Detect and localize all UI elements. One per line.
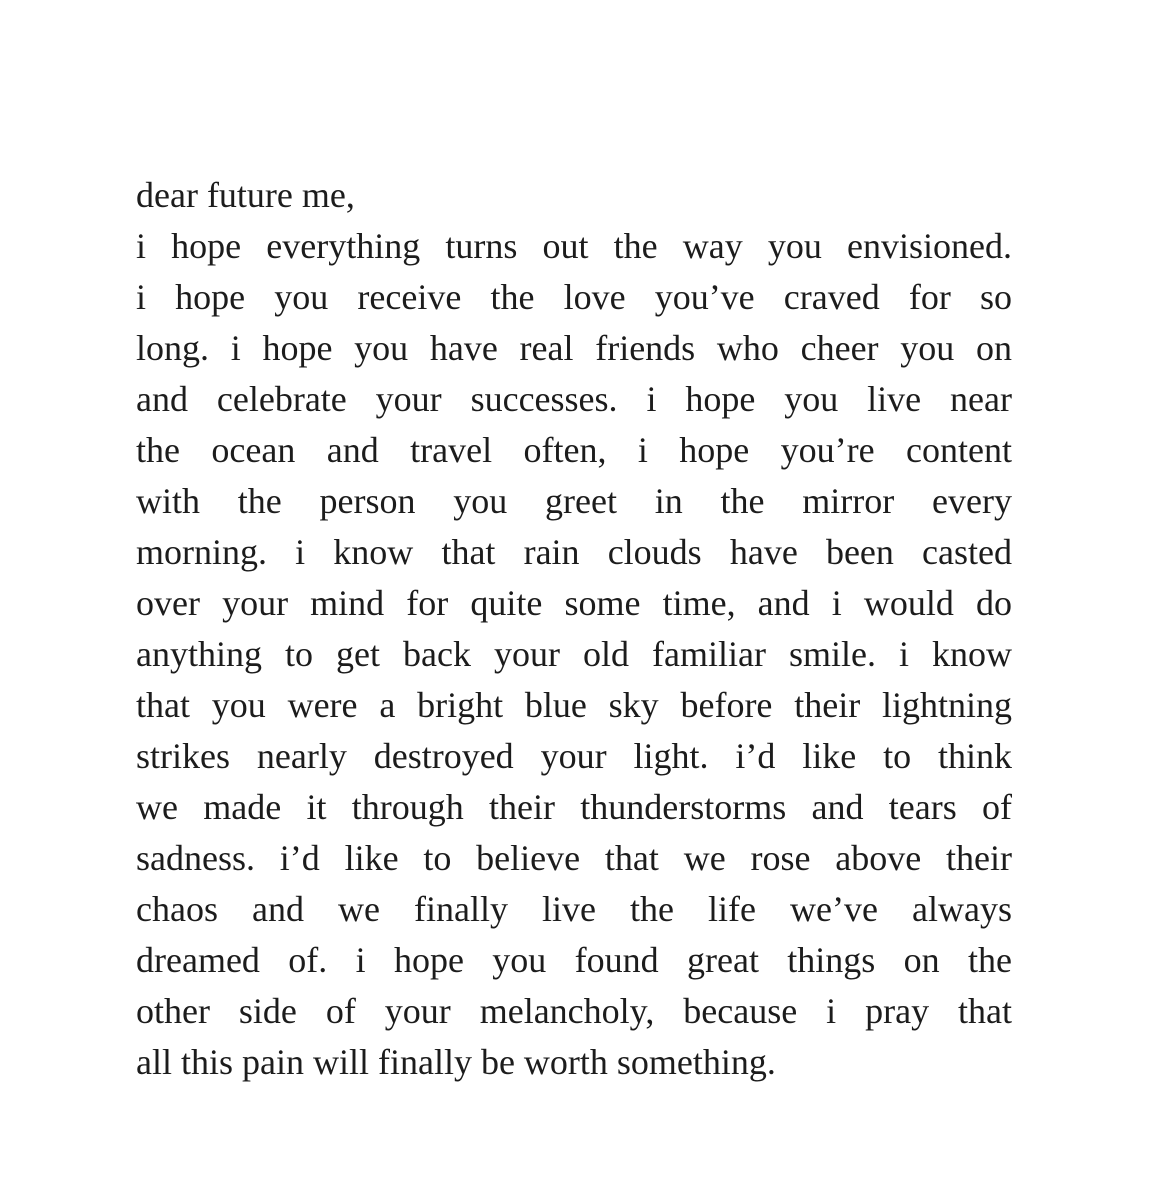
- letter-line: over your mind for quite some time, and i would do: [136, 583, 1012, 623]
- letter-line: with the person you greet in the mirror every: [136, 481, 1012, 521]
- letter-line: chaos and we finally live the life we’ve always: [136, 889, 1012, 929]
- letter-text: [136, 170, 1012, 1088]
- letter-greeting: dear future me,: [136, 175, 355, 215]
- letter-line: i hope you receive the love you’ve craved for so: [136, 277, 1012, 317]
- letter-line: strikes nearly destroyed your light. i’d like to think: [136, 736, 1012, 776]
- letter-line: and celebrate your successes. i hope you live near: [136, 379, 1012, 419]
- letter-line: the ocean and travel often, i hope you’re content: [136, 430, 1012, 470]
- letter-line: anything to get back your old familiar smile. i know: [136, 634, 1012, 674]
- letter-line: sadness. i’d like to believe that we rose above their: [136, 838, 1012, 878]
- letter-line: we made it through their thunderstorms and tears of: [136, 787, 1012, 827]
- letter-last-line: all this pain will finally be worth something.: [136, 1042, 776, 1082]
- letter-line: long. i hope you have real friends who cheer you on: [136, 328, 1012, 368]
- letter-line: morning. i know that rain clouds have been casted: [136, 532, 1012, 572]
- letter-line: i hope everything turns out the way you envisioned.: [136, 226, 1012, 266]
- letter-line: other side of your melancholy, because i pray that: [136, 991, 1012, 1031]
- letter-line: dreamed of. i hope you found great things on the: [136, 940, 1012, 980]
- letter-line: that you were a bright blue sky before their lightning: [136, 685, 1012, 725]
